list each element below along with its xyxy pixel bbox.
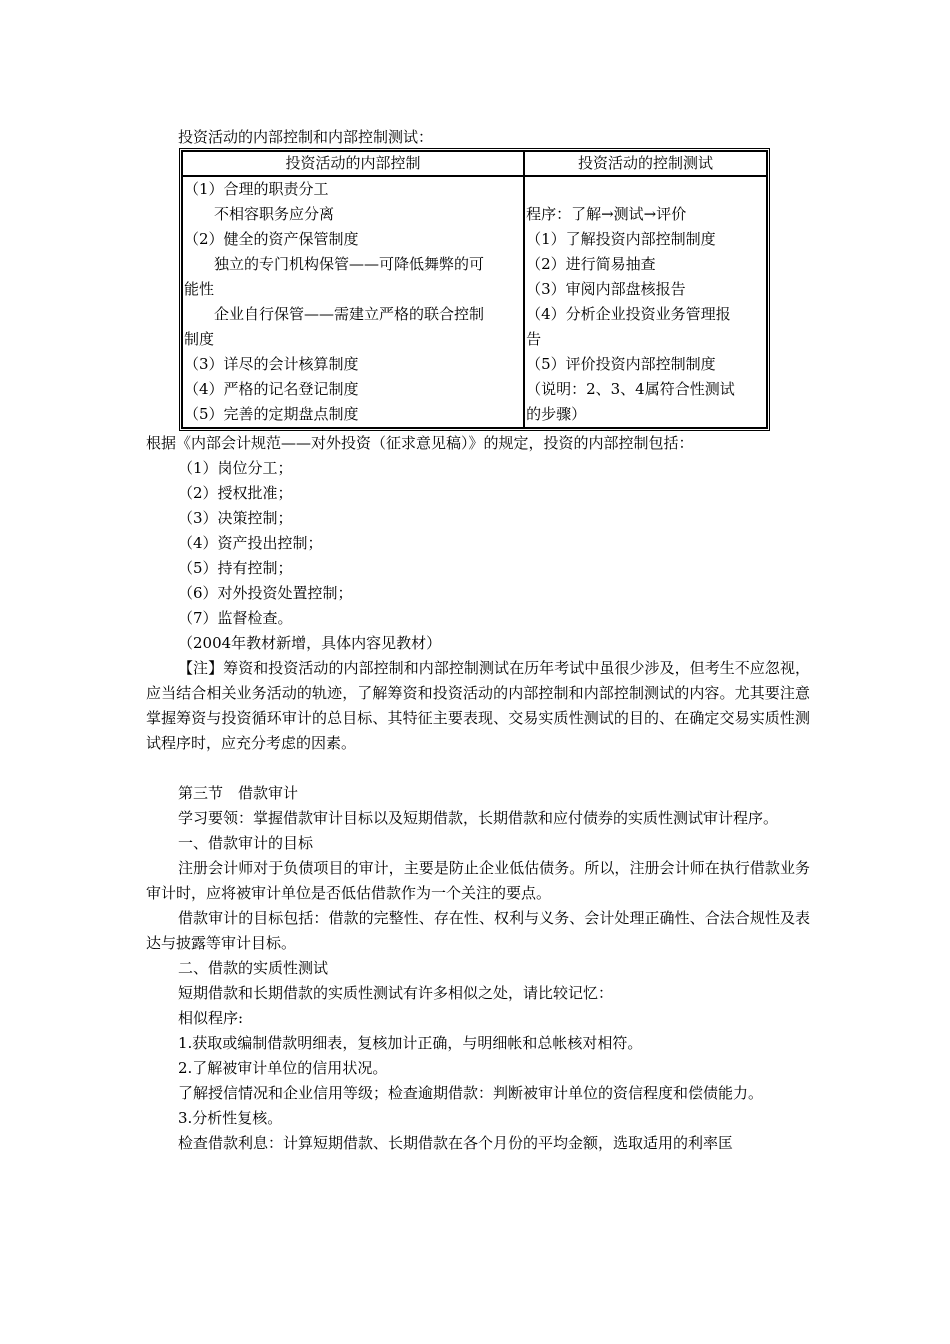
internal-control-line: 制度 — [184, 330, 215, 348]
regulation-line: 根据《内部会计规范——对外投资（征求意见稿）》的规定，投资的内部控制包括： — [146, 434, 694, 452]
table-header-row — [182, 151, 767, 176]
spacer — [146, 756, 810, 781]
internal-control-lines — [184, 177, 522, 427]
section-title: 第三节 借款审计 — [178, 784, 299, 802]
control-test-line: 告 — [526, 330, 542, 348]
control-test-line: （3）审阅内部盘核报告 — [526, 280, 686, 298]
header-internal-control: 投资活动的内部控制 — [182, 151, 524, 176]
header-control-test: 投资活动的控制测试 — [524, 151, 767, 176]
note-paragraph: 【注】筹资和投资活动的内部控制和内部控制测试在历年考试中虽很少涉及，但考生不应忽视，应当结合相关业务活动的轨迹，了解筹资和投资活动的内部控制和内部控制测试的内容。尤其要注意掌握筹资与投资循环审计的总目标、其特征主要表现、交易实质性测试的目的、在确定交易实质性测试程序时，应充分考虑的因素。 — [146, 659, 810, 752]
control-test-line: 的步骤） — [526, 405, 587, 423]
internal-control-line: （5）完善的定期盘点制度 — [184, 405, 359, 423]
cell-spacer — [526, 177, 765, 202]
internal-control-line: （1）合理的职责分工 — [184, 180, 329, 198]
control-test-cell — [524, 176, 767, 428]
internal-control-line: 独立的专门机构保管——可降低舞弊的可 — [214, 255, 485, 273]
control-item: （2）授权批准； — [178, 484, 293, 502]
paragraph-5: 1.获取或编制借款明细表，复核加计正确，与明细帐和总帐核对相符。 — [178, 1034, 643, 1052]
heading-audit-objectives: 一、借款审计的目标 — [178, 834, 314, 852]
control-test-line: （2）进行简易抽查 — [526, 255, 656, 273]
control-item: （1）岗位分工； — [178, 459, 293, 477]
control-item: （2004年教材新增，具体内容见教材） — [178, 634, 442, 652]
investment-control-table — [179, 148, 770, 431]
control-test-line: （5）评价投资内部控制制度 — [526, 355, 716, 373]
paragraph-9: 检查借款利息：计算短期借款、长期借款在各个月份的平均金额，选取适用的利率匡 — [178, 1134, 734, 1152]
paragraph-6: 2.了解被审计单位的信用状况。 — [178, 1059, 388, 1077]
control-item: （4）资产投出控制； — [178, 534, 323, 552]
control-item: （3）决策控制； — [178, 509, 293, 527]
table-body-row — [182, 176, 767, 428]
internal-control-line: 能性 — [184, 280, 215, 298]
study-paragraph: 学习要领：掌握借款审计目标以及短期借款，长期借款和应付债券的实质性测试审计程序。 — [178, 809, 779, 827]
control-test-line: （1）了解投资内部控制制度 — [526, 230, 716, 248]
control-test-lines — [526, 202, 765, 427]
control-test-line: 程序：了解→测试→评价 — [526, 205, 687, 223]
internal-control-line: 不相容职务应分离 — [214, 205, 335, 223]
internal-control-cell — [182, 176, 524, 428]
controls-list — [146, 456, 810, 656]
internal-control-line: （2）健全的资产保管制度 — [184, 230, 359, 248]
paragraph-3: 短期借款和长期借款的实质性测试有许多相似之处，请比较记忆： — [178, 984, 614, 1002]
paragraph-1: 注册会计师对于负债项目的审计，主要是防止企业低估债务。所以，注册会计师在执行借款业务审计时，应将被审计单位是否低估借款作为一个关注的要点。 — [146, 859, 810, 902]
control-item: （6）对外投资处置控制； — [178, 584, 353, 602]
paragraph-7: 了解授信情况和企业信用等级；检查逾期借款：判断被审计单位的资信程度和偿债能力。 — [178, 1084, 764, 1102]
internal-control-line: （3）详尽的会计核算制度 — [184, 355, 359, 373]
control-test-line: （说明：2、3、4属符合性测试 — [526, 380, 735, 398]
paragraph-2: 借款审计的目标包括：借款的完整性、存在性、权利与义务、会计处理正确性、合法合规性及表达与披露等审计目标。 — [146, 909, 810, 952]
document-page — [146, 126, 810, 1156]
control-item: （5）持有控制； — [178, 559, 293, 577]
control-test-line: （4）分析企业投资业务管理报 — [526, 305, 731, 323]
heading-substantive-test: 二、借款的实质性测试 — [178, 959, 329, 977]
paragraph-4: 相似程序: — [178, 1009, 244, 1027]
paragraph-8: 3.分析性复核。 — [178, 1109, 283, 1127]
table-caption: 投资活动的内部控制和内部控制测试： — [178, 128, 434, 146]
control-item: （7）监督检查。 — [178, 609, 293, 627]
internal-control-line: 企业自行保管——需建立严格的联合控制 — [214, 305, 485, 323]
internal-control-line: （4）严格的记名登记制度 — [184, 380, 359, 398]
